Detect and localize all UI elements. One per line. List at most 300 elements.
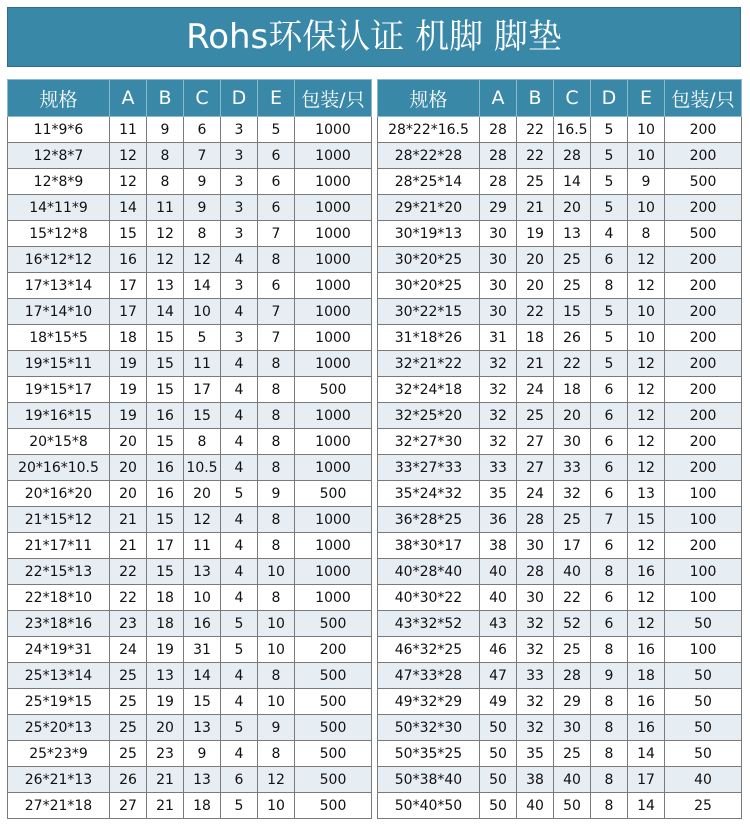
table-row (378, 455, 742, 481)
cell-a: 28 (480, 117, 517, 143)
cell-a: 11 (110, 117, 147, 143)
cell-package: 500 (295, 377, 372, 403)
cell-spec: 36*28*25 (378, 507, 480, 533)
cell-package: 1000 (295, 403, 372, 429)
cell-b: 15 (147, 377, 184, 403)
cell-package: 500 (665, 169, 742, 195)
table-row (8, 273, 372, 299)
table-row (8, 689, 372, 715)
header-package: 包装/只 (665, 80, 742, 117)
table-row (378, 221, 742, 247)
cell-spec: 22*18*10 (8, 585, 110, 611)
cell-c: 14 (184, 663, 221, 689)
header-a: A (110, 80, 147, 117)
cell-b: 16 (147, 455, 184, 481)
table-row (8, 377, 372, 403)
cell-d: 6 (591, 611, 628, 637)
cell-b: 27 (517, 455, 554, 481)
cell-a: 28 (480, 143, 517, 169)
cell-c: 12 (184, 507, 221, 533)
cell-a: 40 (480, 585, 517, 611)
cell-a: 38 (480, 533, 517, 559)
cell-d: 8 (591, 559, 628, 585)
cell-spec: 17*14*10 (8, 299, 110, 325)
cell-c: 11 (184, 533, 221, 559)
cell-b: 12 (147, 221, 184, 247)
spec-table-left (7, 79, 372, 819)
cell-package: 500 (295, 715, 372, 741)
cell-spec: 29*21*20 (378, 195, 480, 221)
cell-c: 32 (554, 481, 591, 507)
cell-e: 8 (628, 221, 665, 247)
table-row (378, 403, 742, 429)
cell-c: 40 (554, 559, 591, 585)
cell-d: 4 (221, 351, 258, 377)
cell-package: 1000 (295, 585, 372, 611)
cell-package: 200 (665, 195, 742, 221)
cell-d: 4 (221, 559, 258, 585)
cell-d: 4 (221, 247, 258, 273)
cell-spec: 25*19*15 (8, 689, 110, 715)
cell-a: 16 (110, 247, 147, 273)
cell-package: 200 (665, 273, 742, 299)
cell-b: 21 (517, 195, 554, 221)
spec-table-right (377, 79, 742, 819)
cell-spec: 28*25*14 (378, 169, 480, 195)
table-row (8, 455, 372, 481)
cell-c: 25 (554, 637, 591, 663)
cell-a: 43 (480, 611, 517, 637)
header-c: C (184, 80, 221, 117)
cell-a: 15 (110, 221, 147, 247)
cell-b: 21 (147, 793, 184, 819)
table-row (378, 351, 742, 377)
cell-e: 12 (628, 455, 665, 481)
cell-b: 16 (147, 403, 184, 429)
cell-spec: 25*13*14 (8, 663, 110, 689)
cell-c: 16.5 (554, 117, 591, 143)
header-b: B (517, 80, 554, 117)
cell-e: 12 (628, 533, 665, 559)
header-spec: 规格 (378, 80, 480, 117)
cell-a: 26 (110, 767, 147, 793)
cell-e: 8 (258, 507, 295, 533)
cell-spec: 18*15*5 (8, 325, 110, 351)
cell-c: 33 (554, 455, 591, 481)
table-row (378, 793, 742, 819)
cell-d: 6 (591, 585, 628, 611)
cell-e: 13 (628, 481, 665, 507)
cell-package: 1000 (295, 507, 372, 533)
cell-spec: 50*38*40 (378, 767, 480, 793)
cell-d: 5 (591, 325, 628, 351)
cell-c: 9 (184, 195, 221, 221)
cell-a: 28 (480, 169, 517, 195)
cell-c: 52 (554, 611, 591, 637)
cell-e: 8 (258, 403, 295, 429)
cell-package: 40 (665, 767, 742, 793)
cell-b: 24 (517, 377, 554, 403)
cell-package: 25 (665, 793, 742, 819)
cell-spec: 35*24*32 (378, 481, 480, 507)
cell-a: 50 (480, 715, 517, 741)
cell-d: 3 (221, 195, 258, 221)
cell-e: 12 (628, 429, 665, 455)
cell-b: 32 (517, 715, 554, 741)
table-row (378, 143, 742, 169)
cell-b: 23 (147, 741, 184, 767)
cell-package: 1000 (295, 169, 372, 195)
cell-d: 5 (221, 715, 258, 741)
cell-spec: 19*15*11 (8, 351, 110, 377)
cell-c: 25 (554, 507, 591, 533)
header-row (8, 80, 372, 117)
table-row (8, 533, 372, 559)
table-row (8, 351, 372, 377)
cell-b: 28 (517, 507, 554, 533)
header-spec: 规格 (8, 80, 110, 117)
cell-package: 500 (295, 481, 372, 507)
table-row (378, 325, 742, 351)
cell-e: 10 (258, 793, 295, 819)
cell-b: 24 (517, 481, 554, 507)
cell-a: 18 (110, 325, 147, 351)
cell-c: 30 (554, 715, 591, 741)
cell-b: 20 (517, 273, 554, 299)
cell-package: 1000 (295, 325, 372, 351)
table-row (8, 559, 372, 585)
cell-b: 30 (517, 533, 554, 559)
cell-e: 10 (628, 299, 665, 325)
cell-spec: 40*28*40 (378, 559, 480, 585)
cell-a: 49 (480, 689, 517, 715)
cell-d: 4 (221, 533, 258, 559)
cell-e: 12 (628, 351, 665, 377)
cell-c: 10 (184, 585, 221, 611)
table-row (8, 637, 372, 663)
cell-d: 6 (591, 533, 628, 559)
cell-e: 7 (258, 221, 295, 247)
header-row (378, 80, 742, 117)
cell-c: 13 (184, 715, 221, 741)
table-row (378, 663, 742, 689)
cell-b: 18 (147, 585, 184, 611)
cell-d: 4 (591, 221, 628, 247)
cell-e: 10 (258, 611, 295, 637)
cell-b: 19 (147, 689, 184, 715)
cell-d: 5 (591, 143, 628, 169)
cell-a: 14 (110, 195, 147, 221)
cell-a: 30 (480, 299, 517, 325)
cell-e: 12 (628, 403, 665, 429)
cell-package: 200 (665, 117, 742, 143)
cell-e: 18 (628, 663, 665, 689)
cell-package: 100 (665, 481, 742, 507)
cell-a: 46 (480, 637, 517, 663)
cell-d: 6 (591, 455, 628, 481)
table-row (8, 741, 372, 767)
cell-e: 16 (628, 689, 665, 715)
cell-a: 50 (480, 793, 517, 819)
cell-b: 32 (517, 689, 554, 715)
table-row (378, 585, 742, 611)
cell-spec: 11*9*6 (8, 117, 110, 143)
table-row (378, 611, 742, 637)
cell-spec: 16*12*12 (8, 247, 110, 273)
cell-spec: 17*13*14 (8, 273, 110, 299)
table-row (8, 793, 372, 819)
cell-e: 12 (628, 611, 665, 637)
cell-d: 8 (591, 767, 628, 793)
cell-spec: 32*27*30 (378, 429, 480, 455)
cell-c: 20 (184, 481, 221, 507)
cell-a: 30 (480, 247, 517, 273)
cell-b: 30 (517, 585, 554, 611)
cell-c: 25 (554, 741, 591, 767)
cell-d: 4 (221, 585, 258, 611)
cell-spec: 12*8*7 (8, 143, 110, 169)
cell-a: 17 (110, 273, 147, 299)
cell-d: 3 (221, 221, 258, 247)
cell-c: 8 (184, 221, 221, 247)
cell-package: 200 (665, 403, 742, 429)
cell-c: 16 (184, 611, 221, 637)
table-row (378, 195, 742, 221)
cell-e: 10 (628, 143, 665, 169)
cell-b: 13 (147, 663, 184, 689)
table-row (378, 169, 742, 195)
cell-c: 10.5 (184, 455, 221, 481)
cell-spec: 30*22*15 (378, 299, 480, 325)
cell-a: 25 (110, 689, 147, 715)
cell-d: 6 (591, 481, 628, 507)
cell-package: 1000 (295, 533, 372, 559)
cell-d: 5 (591, 169, 628, 195)
cell-c: 8 (184, 429, 221, 455)
cell-a: 20 (110, 429, 147, 455)
cell-d: 8 (591, 741, 628, 767)
cell-d: 9 (591, 663, 628, 689)
cell-package: 1000 (295, 117, 372, 143)
cell-e: 12 (628, 377, 665, 403)
cell-d: 4 (221, 741, 258, 767)
cell-package: 200 (665, 351, 742, 377)
cell-package: 50 (665, 715, 742, 741)
header-b: B (147, 80, 184, 117)
header-d: D (221, 80, 258, 117)
cell-c: 12 (184, 247, 221, 273)
cell-package: 500 (295, 793, 372, 819)
cell-spec: 46*32*25 (378, 637, 480, 663)
cell-package: 1000 (295, 221, 372, 247)
cell-e: 12 (628, 585, 665, 611)
cell-package: 100 (665, 637, 742, 663)
cell-d: 4 (221, 429, 258, 455)
cell-e: 9 (258, 715, 295, 741)
cell-a: 22 (110, 585, 147, 611)
table-row (8, 585, 372, 611)
cell-a: 50 (480, 741, 517, 767)
cell-b: 12 (147, 247, 184, 273)
cell-b: 25 (517, 403, 554, 429)
cell-e: 8 (258, 429, 295, 455)
cell-package: 100 (665, 559, 742, 585)
table-row (378, 767, 742, 793)
table-row (8, 507, 372, 533)
cell-a: 25 (110, 663, 147, 689)
cell-spec: 12*8*9 (8, 169, 110, 195)
cell-c: 17 (554, 533, 591, 559)
cell-spec: 23*18*16 (8, 611, 110, 637)
cell-b: 8 (147, 143, 184, 169)
cell-c: 28 (554, 663, 591, 689)
cell-d: 4 (221, 689, 258, 715)
cell-spec: 30*20*25 (378, 273, 480, 299)
cell-c: 29 (554, 689, 591, 715)
cell-spec: 15*12*8 (8, 221, 110, 247)
cell-a: 40 (480, 559, 517, 585)
cell-e: 12 (628, 247, 665, 273)
cell-c: 13 (554, 221, 591, 247)
cell-b: 19 (147, 637, 184, 663)
cell-spec: 50*40*50 (378, 793, 480, 819)
cell-a: 50 (480, 767, 517, 793)
cell-e: 10 (628, 117, 665, 143)
cell-b: 13 (147, 273, 184, 299)
cell-package: 1000 (295, 195, 372, 221)
cell-d: 5 (591, 117, 628, 143)
cell-c: 15 (184, 689, 221, 715)
cell-c: 28 (554, 143, 591, 169)
cell-package: 500 (295, 741, 372, 767)
cell-c: 7 (184, 143, 221, 169)
cell-d: 4 (221, 403, 258, 429)
cell-c: 18 (554, 377, 591, 403)
cell-d: 4 (221, 299, 258, 325)
cell-b: 21 (517, 351, 554, 377)
cell-e: 8 (258, 741, 295, 767)
cell-b: 15 (147, 429, 184, 455)
table-row (8, 403, 372, 429)
cell-d: 3 (221, 143, 258, 169)
cell-c: 5 (184, 325, 221, 351)
cell-package: 200 (295, 637, 372, 663)
header-c: C (554, 80, 591, 117)
cell-e: 8 (258, 455, 295, 481)
cell-package: 1000 (295, 247, 372, 273)
table-row (378, 117, 742, 143)
cell-spec: 40*30*22 (378, 585, 480, 611)
cell-a: 21 (110, 533, 147, 559)
cell-d: 5 (221, 481, 258, 507)
cell-e: 7 (258, 299, 295, 325)
header-package: 包装/只 (295, 80, 372, 117)
cell-e: 6 (258, 169, 295, 195)
cell-d: 6 (591, 247, 628, 273)
table-row (8, 481, 372, 507)
cell-c: 22 (554, 585, 591, 611)
cell-package: 200 (665, 455, 742, 481)
cell-spec: 20*16*10.5 (8, 455, 110, 481)
cell-e: 8 (258, 585, 295, 611)
cell-d: 8 (591, 689, 628, 715)
cell-e: 10 (258, 689, 295, 715)
cell-c: 9 (184, 741, 221, 767)
cell-package: 1000 (295, 299, 372, 325)
cell-spec: 38*30*17 (378, 533, 480, 559)
cell-e: 14 (628, 741, 665, 767)
cell-b: 9 (147, 117, 184, 143)
cell-a: 32 (480, 377, 517, 403)
cell-b: 19 (517, 221, 554, 247)
cell-c: 10 (184, 299, 221, 325)
cell-e: 8 (258, 377, 295, 403)
cell-a: 25 (110, 741, 147, 767)
cell-package: 500 (295, 767, 372, 793)
cell-d: 6 (591, 403, 628, 429)
table-row (378, 559, 742, 585)
cell-c: 15 (554, 299, 591, 325)
cell-a: 33 (480, 455, 517, 481)
cell-a: 19 (110, 403, 147, 429)
cell-b: 20 (147, 715, 184, 741)
cell-spec: 20*16*20 (8, 481, 110, 507)
cell-spec: 22*15*13 (8, 559, 110, 585)
cell-package: 1000 (295, 273, 372, 299)
table-row (378, 741, 742, 767)
header-d: D (591, 80, 628, 117)
cell-b: 14 (147, 299, 184, 325)
cell-spec: 50*32*30 (378, 715, 480, 741)
table-row (8, 143, 372, 169)
header-e: E (628, 80, 665, 117)
cell-spec: 33*27*33 (378, 455, 480, 481)
cell-d: 3 (221, 117, 258, 143)
table-row (8, 767, 372, 793)
cell-b: 15 (147, 351, 184, 377)
cell-b: 21 (147, 767, 184, 793)
cell-d: 8 (591, 793, 628, 819)
cell-e: 8 (258, 533, 295, 559)
table-row (378, 637, 742, 663)
cell-package: 1000 (295, 559, 372, 585)
cell-package: 1000 (295, 429, 372, 455)
table-row (8, 325, 372, 351)
table-row (378, 299, 742, 325)
cell-spec: 21*17*11 (8, 533, 110, 559)
cell-c: 22 (554, 351, 591, 377)
cell-c: 9 (184, 169, 221, 195)
cell-spec: 24*19*31 (8, 637, 110, 663)
cell-e: 6 (258, 273, 295, 299)
cell-package: 200 (665, 429, 742, 455)
table-row (8, 611, 372, 637)
cell-d: 3 (221, 325, 258, 351)
cell-b: 28 (517, 559, 554, 585)
cell-a: 24 (110, 637, 147, 663)
cell-package: 200 (665, 299, 742, 325)
cell-e: 9 (258, 481, 295, 507)
cell-d: 4 (221, 507, 258, 533)
cell-e: 14 (628, 793, 665, 819)
cell-b: 40 (517, 793, 554, 819)
cell-spec: 28*22*28 (378, 143, 480, 169)
cell-c: 25 (554, 273, 591, 299)
cell-spec: 20*15*8 (8, 429, 110, 455)
cell-a: 12 (110, 143, 147, 169)
cell-c: 14 (184, 273, 221, 299)
cell-c: 25 (554, 247, 591, 273)
